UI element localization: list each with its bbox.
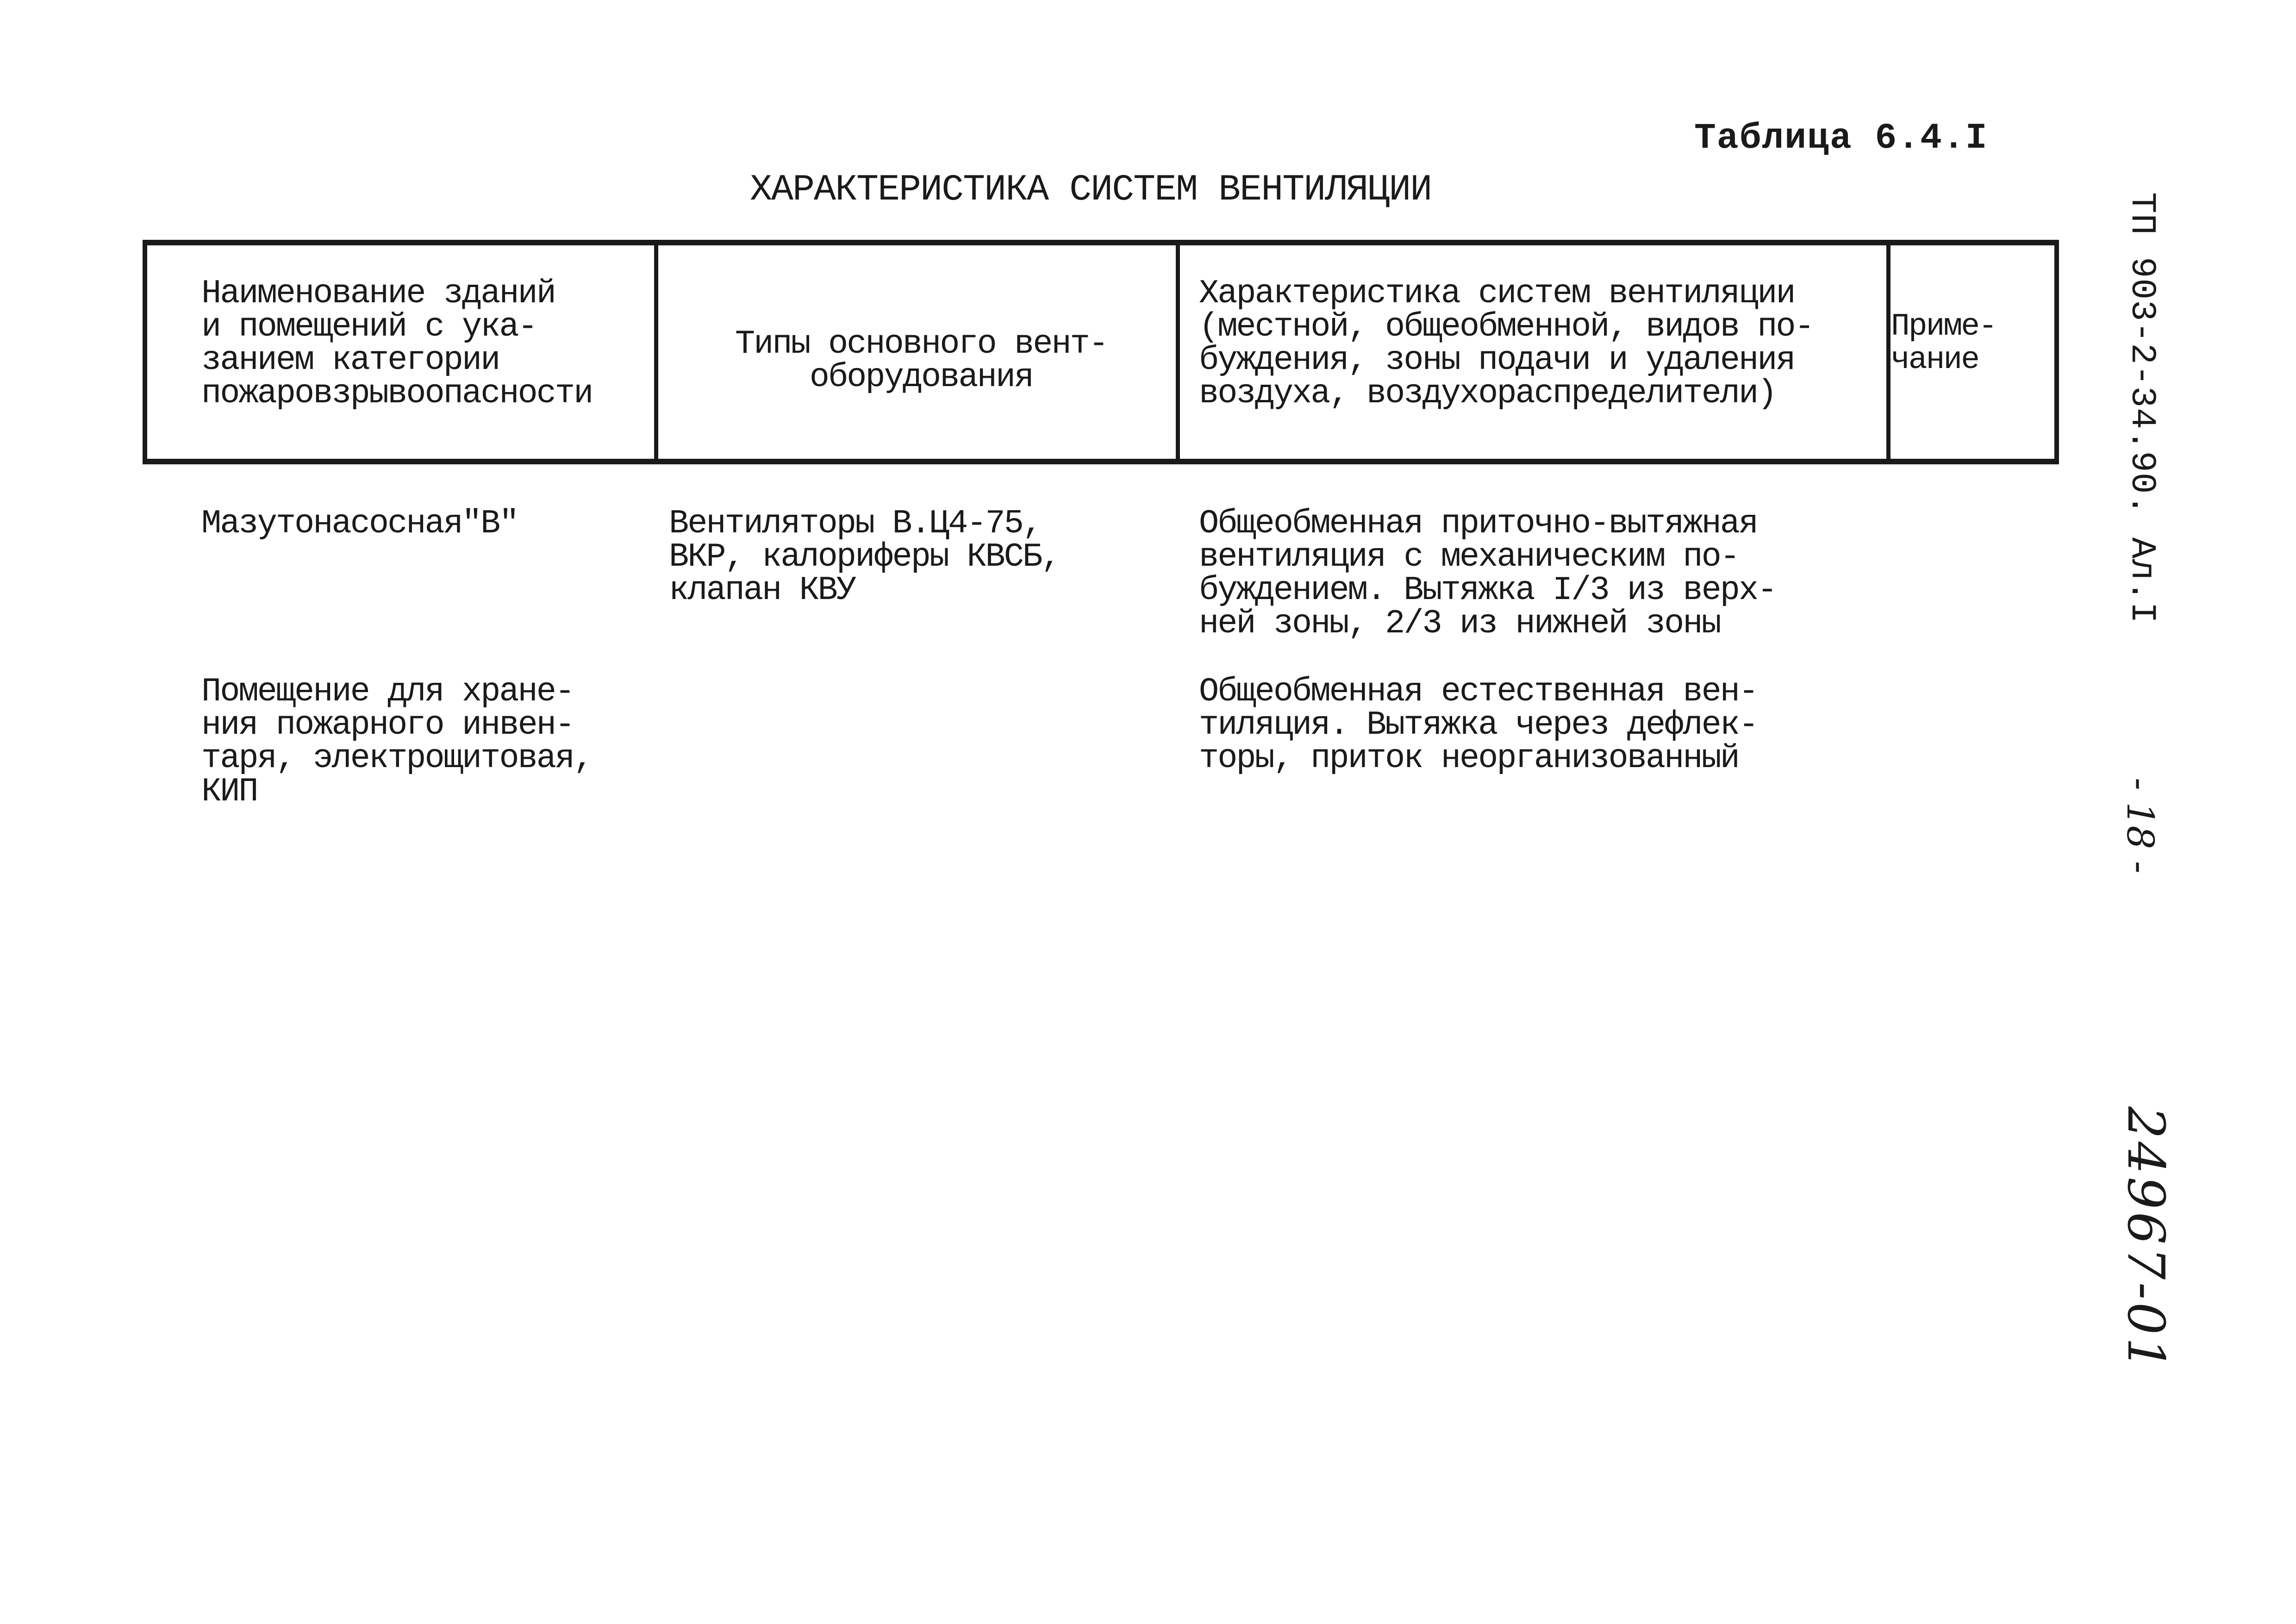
table-cell-room-name: Помещение для хране- ния пожарного инвен- таря, электрощитовая, КИП: [201, 673, 593, 811]
column-divider: [1176, 245, 1180, 459]
table-cell-characteristic: Общеобменная естественная вен- тиляция. Вытяжка через дефлек- торы, приток неорганизованный: [1199, 673, 1758, 777]
column-divider: [1886, 245, 1890, 459]
side-page-number: - 18 -: [2119, 778, 2162, 874]
header-equipment-types: Типы основного вент- оборудования: [735, 325, 1108, 396]
table-title: ХАРАКТЕРИСТИКА СИСТЕМ ВЕНТИЛЯЦИИ: [750, 169, 1432, 211]
table-number-label: Таблица 6.4.I: [1694, 118, 1988, 159]
header-note: Приме- чание: [1891, 309, 1996, 378]
side-document-code: ТП 903-2-34.90. Ал.I: [2122, 192, 2162, 624]
header-building-name: Наименование зданий и помещений с ука- занием категории пожаровзрывоопасности: [201, 275, 593, 412]
table-cell-equipment: Вентиляторы В.Ц4-75, ВКР, калориферы КВСБ, клапан КВУ: [669, 505, 1060, 609]
side-sheet-number: 24967-01: [2116, 1106, 2176, 1373]
table-cell-room-name: Мазутонасосная"В": [201, 505, 518, 543]
table-cell-characteristic: Общеобменная приточно-вытяжная вентиляция с механическим по- буждением. Вытяжка I/3 из верх- ней зоны, 2/3 из нижней зоны: [1199, 505, 1776, 643]
header-ventilation-characteristics: Характеристика систем вентиляции (местной, общеобменной, видов по- буждения, зоны подачи и удаления воздуха, воздухораспределители): [1199, 275, 1813, 412]
column-divider: [654, 245, 658, 459]
